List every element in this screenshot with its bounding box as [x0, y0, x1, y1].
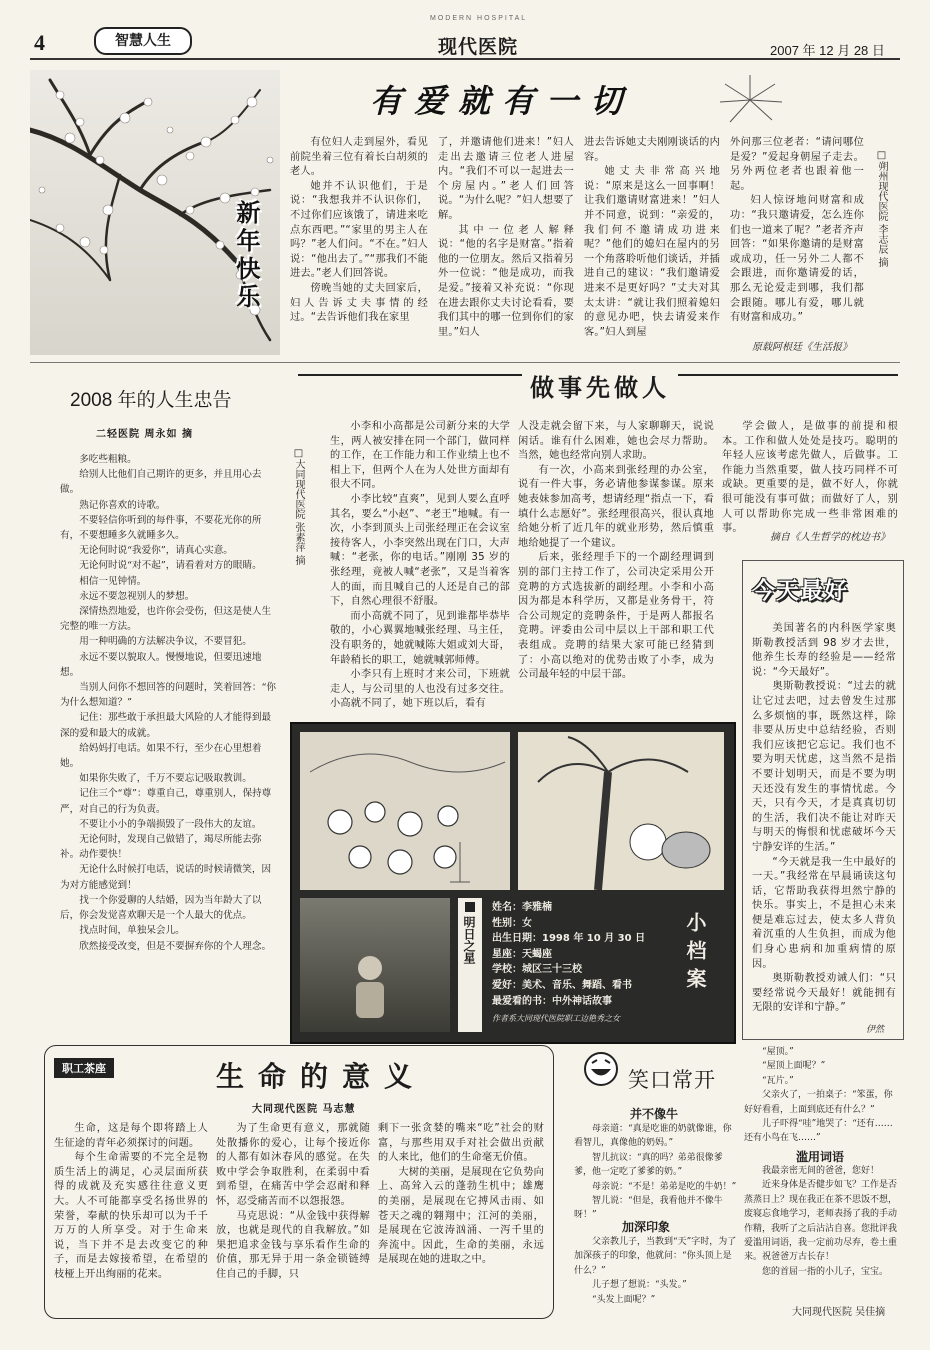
- advice-item: 永远不要以貌取人。慢慢地说，但要迅速地想。: [60, 651, 262, 678]
- advice-item: 欣然接受改变，但是不要摒弃你的个人理念。: [79, 940, 272, 952]
- joke-line: 儿子想了想说：“头发。”: [592, 1280, 687, 1291]
- advice-item: 无论何时说“我爱你”，请真心实意。: [79, 545, 233, 557]
- joke-line: “头发上面呢？”: [592, 1294, 656, 1305]
- paragraph: 后来，张经理手下的一个副经理调到别的部门主持工作了，公司决定采用公开竞聘的方式选拔新的副经理。小李和小高因为都是本科学历，又都是业务骨干，符合公司规定的竞聘条件，于是两人都报名竞聘。评委由公司中层以上干部和职工代表组成。竞聘的结果大家可能已经猜到了：小高以绝对的优势击败了小李，成为公司最年轻的中层干部。: [518, 552, 714, 681]
- jokes-byline: 大同现代医院 吴佳摘: [792, 1307, 886, 1318]
- chick-drawing-icon: [300, 732, 510, 890]
- advice-item: 给妈妈打电话。如果不行，至少在心里想着她。: [60, 742, 262, 770]
- today-author: 伊然: [866, 1025, 885, 1035]
- issue-date: 2007 年 12 月 28 日: [770, 43, 885, 58]
- article-title-today: 今天最好: [752, 577, 848, 604]
- advice-item: 当别人问你不想回答的问题时，笑着回答：“你为什么想知道？”: [60, 682, 276, 709]
- advice-item: 不要让小小的争端损毁了一段伟大的友谊。: [79, 818, 262, 830]
- child-profile-panel: [290, 722, 736, 1044]
- profile-field: 星座：天蝎座: [492, 948, 552, 960]
- profile-field: 性别：女: [492, 917, 532, 929]
- paragraph: 剩下一张贪婪的嘴来“吃”社会的财富，与那些用双手对社会做出贡献的人来比，他们的生命毫无价值。: [378, 1123, 544, 1164]
- byline-marker-icon: □: [876, 150, 887, 161]
- paragraph: 为了生命更有意义，那就随处散播你的爱心，让每个接近你的人都有如沐春风的感觉。在失败中学会争取胜利，在柔弱中看到希望，在痛苦中学会忍耐和释怀，忍受痛苦而不以怨报怨。: [216, 1123, 370, 1207]
- paragraph: 奥斯勒教授说：“过去的就让它过去吧，过去曾发生过那么多烦恼的事，既然这样，除非要从历史中总结经验，否则我们应该把它忘记。我们也不要为明天忧虑，这当然不是指不要计划明天，而是不要为明天还没有发生的事情忧虑。今天，只有今天，才是真真切切的生活，我们决不能让对昨天与明天的悔恨和忧虑破坏今天宁静安详的生活。”: [752, 681, 896, 853]
- paragraph: 每个生命需要的不完全是物质生活上的满足，心灵层面所获得的成就及充实感往往意义更大。人不可能都享受名扬世界的荣誉，奉献的快乐却可以为千千万万的人所享受。对于生命来说，当下并不是去改变它的种子，而是去嫁接希望，在希望的枝桠上开出绚丽的花来。: [54, 1152, 208, 1280]
- advice-byline: 二轻医院 周永如 摘: [96, 429, 193, 440]
- paragraph: 而小高就不同了，见到谁都毕恭毕敬的，小心翼翼地喊张经理、马主任，没有职务的，她就喊陈大姐或刘大哥，年龄稍长的职工，她就喊郭师傅。: [330, 610, 510, 666]
- joke-line: 母亲道：“真是吃谁的奶就像谁，你看智儿，真像他的奶妈。”: [574, 1124, 732, 1149]
- love-col-2: [438, 136, 574, 340]
- divider: [30, 362, 900, 363]
- conduct-byline: [292, 448, 305, 638]
- paragraph: 妇人惊讶地问财富和成功：“我只邀请爱，怎么连你们也一道来了呢？”老者齐声回答：“如果你邀请的是财富或成功，任一另外二人都不会跟进，而你邀请爱的话，那么无论爱走到哪，我们都会跟随。哪儿有爱，哪儿就有财富和成功。”: [730, 195, 864, 324]
- conduct-source: 摘自《人生哲学的枕边书》: [770, 532, 890, 543]
- firework-icon: [690, 70, 810, 130]
- joke-line: 父亲火了，一拍桌子：“笨蛋，你好好看看，上面到底还有什么？”: [744, 1090, 893, 1115]
- advice-item: 深情热烈地爱，也许你会受伤，但这是使人生完整的唯一方法。: [60, 606, 272, 633]
- advice-item: 找一个你爱聊的人结婚，因为当年龄大了以后，你会发觉喜欢聊天是一个人最大的优点。: [60, 894, 262, 922]
- conduct-col-2: [518, 420, 714, 683]
- advice-item: 如果你失败了，千万不要忘记吸取教训。: [79, 773, 252, 785]
- love-col-3: [584, 136, 720, 340]
- joke2-continued: [744, 1045, 900, 1146]
- advice-item: 无论何时，发现自己做错了，竭尽所能去弥补。动作要快！: [60, 834, 262, 861]
- star-label: 明日之星: [462, 916, 476, 964]
- advice-item: 找点时间，单独呆会儿。: [79, 925, 185, 937]
- paragraph: 学会做人，是做事的前提和根本。工作和做人处处是技巧。聪明的年轻人应该考虑先做人，后做事。工作能力当然重要，做人技巧同样不可或缺。更重要的是，做不好人，你就很可能没有事可做；而做好了人，别人可以帮助你完成一些非常困难的事。: [722, 421, 898, 535]
- profile-footer: 作者系大同现代医院职工边艳秀之女: [492, 1014, 620, 1024]
- advice-item: 熟记你喜欢的诗歌。: [79, 499, 166, 511]
- joke3-title: 滥用词语: [796, 1150, 845, 1164]
- tree-drawing-icon: [518, 732, 724, 890]
- paragraph: 有位妇人走到屋外，看见前院坐着三位有着长白胡须的老人。: [290, 137, 428, 178]
- joke-line: 智儿抗议：“真的吗？弟弟很像爹爹，他一定吃了爹爹的奶。”: [574, 1152, 723, 1178]
- masthead-small: MODERN HOSPITAL: [430, 15, 528, 22]
- advice-item: 多吃些粗粮。: [79, 454, 137, 465]
- paragraph: 小李和小高都是公司新分来的大学生，两人被安排在同一个部门，做同样的工作，在工作能力和工作业绩上也不相上下，但两个人在为人处世方面却有很大不同。: [330, 421, 510, 491]
- advice-item: 给别人比他们自己期许的更多，并且用心去做。: [60, 469, 262, 496]
- joke-line: 我最亲密无间的爸爸，您好！: [762, 1166, 880, 1176]
- paragraph: 美国著名的内科医学家奥斯勒教授活到 98 岁才去世，他养生长寿的经验是——经常说：“今天最好”。: [752, 623, 896, 678]
- joke-line: 近来身体是否健步如飞？工作是否蒸蒸日上？现在我正在茶不思饭不想，废寝忘食地学习，老师表扬了我的手动作精，我听了之后沾沾自喜。您批评我爱滥用词语，我一定前功尽弃，卷土重来。祝爸爸万古长存！: [744, 1180, 898, 1263]
- child-photo: [300, 898, 450, 1032]
- paragraph: 大树的美丽，是展现在它负势向上、高耸入云的蓬勃生机中；雄鹰的美丽，是展现在它搏风击雨、如苍天之魂的翱翔中；江河的美丽，是展现在它波涛汹涌、一泻千里的奔流中。因此，生命的美丽，永远是展现在她的进取之中。: [378, 1166, 544, 1266]
- paragraph: 小李比较“直爽”，见到人要么直呼其名，要么“小赵”、“老王”地喊。有一次，小李到顶头上司张经理正在会议室接待客人，小李突然出现在门口，大声喊：“老张，你的电话。”刚刚 35 岁的张经理，竟被人喊“老张”，又是当着客人的面，而且喊自己的人还是自己的部下，自然心理很不舒服。: [330, 493, 510, 608]
- advice-item: 不要轻信你听到的每件事，不要花光你的所有，不要想睡多久就睡多久。: [60, 514, 262, 542]
- love-col-1: [290, 136, 428, 326]
- joke2-body: [574, 1235, 738, 1307]
- love-col-4: [730, 136, 864, 326]
- star-marker-icon: [465, 902, 475, 912]
- section-badge: [94, 27, 192, 55]
- conduct-col-3: [722, 420, 898, 537]
- love-source: 原载阿根廷《生活报》: [752, 342, 852, 353]
- byline-marker-icon: □: [293, 448, 304, 459]
- paragraph: 奥斯勒教授劝诫人们：“只要经常说今天最好！就能拥有无限的安详和宁静。”: [752, 973, 896, 1014]
- paragraph: “今天就是我一生中最好的一天。”我经常在早晨诵读这句话，它帮助我获得坦然宁静的快乐。事实上，不是担心未来便是难忘过去，使太多人背负着沉重的人生负担，而成为他们身心患病和加重病情的原因。: [752, 856, 896, 970]
- paragraph: 她并不认识他们，于是说：“我想我并不认识你们，不过你们应该饿了，请进来吃点东西吧。”“家里的男主人在吗？”老人们问。“不在。”妇人说：“他出去了。”“那我们不能进去。”老人们回答说。: [290, 180, 428, 280]
- profile-field: 爱好：美术、音乐、舞蹈、看书: [492, 979, 632, 991]
- byline-text: 朔州现代医院 李志辰 摘: [876, 161, 887, 268]
- joke-line: 儿子吓得“哇”地哭了：“还有……还有小鸟在飞……”: [744, 1119, 893, 1144]
- advice-item: 无论什么时候打电话，说话的时候请微笑，因为对方能感觉到！: [60, 864, 272, 891]
- conduct-col-1: [330, 420, 510, 712]
- meaning-col-1: [54, 1122, 208, 1283]
- meaning-byline: 大同现代医院 马志慧: [252, 1104, 356, 1115]
- paragraph: 小李只有上班时才来公司，下班就走人，与公司里的人也没有过多交往。小高就不同了，她下班以后，看有: [330, 669, 510, 710]
- joke-line: 智儿说：“但是，我看他并不像牛呀！”: [574, 1196, 723, 1221]
- advice-item: 用一种明确的方法解决争议，不要冒犯。: [79, 636, 252, 648]
- new-year-greeting: 新年快乐: [232, 200, 261, 312]
- profile-title: 小档案: [683, 912, 707, 996]
- joke1-body: [574, 1122, 738, 1223]
- profile-field: 出生日期：1998 年 10 月 30 日: [492, 933, 646, 945]
- meaning-col-2: [216, 1122, 370, 1283]
- paragraph: 人没走就会留下来，与人家聊聊天，说说闲话。谁有什么困难，她也会尽力帮助。当然，她也经常向别人求助。: [518, 421, 714, 462]
- meaning-col-3: [378, 1122, 544, 1268]
- article-title-conduct: 做事先做人: [522, 368, 678, 403]
- joke-line: “屋顶上面呢？”: [762, 1061, 826, 1072]
- section-tag: [54, 1058, 114, 1078]
- advice-item: 记住三个“尊”：尊重自己，尊重别人，保持尊严，对自己的行为负责。: [60, 788, 272, 815]
- advice-body: [60, 452, 280, 954]
- profile-field: 学校：城区三十三校: [492, 964, 582, 976]
- crayon-drawing-chicks: [300, 732, 510, 890]
- joke-line: 您的首屈一指的小儿子，宝宝。: [762, 1266, 889, 1277]
- byline-text: 大同现代医院 张素萍 摘: [293, 459, 304, 566]
- today-body: [752, 622, 896, 1016]
- joke3-body: [744, 1164, 900, 1279]
- star-label-box: [458, 898, 482, 1032]
- paragraph: 马克思说：“从金钱中获得解放，也就是现代的自我解放。”如果把追求金钱与享乐看作生命的价值，那无异于用一条金锁链缚住自己的手脚，只: [216, 1210, 370, 1280]
- article-title-advice: 2008 年的人生忠告: [70, 390, 232, 411]
- joke-line: “瓦片。”: [762, 1075, 794, 1086]
- joke-line: 父亲教儿子，当教到“天”字时，为了加深孩子的印象，他就问：“你头顶上是什么？”: [574, 1237, 737, 1276]
- paragraph: 其中一位老人解释说：“他的名字是财富。”指着他的一位朋友。然后又指着另外一位说：“他是成功，而我是爱。”接着又补充说：“你现在进去跟你丈夫讨论看看，要我们其中的哪一位到你们的家里。”妇人: [438, 224, 574, 338]
- article-title-love: 有爱就有一切: [370, 82, 635, 120]
- joke-line: “屋顶。”: [762, 1047, 794, 1057]
- profile-field: 姓名：李雅楠: [492, 902, 552, 913]
- paragraph: 生命，这是每个即将踏上人生征途的青年必须探讨的问题。: [54, 1123, 208, 1149]
- laughing-face-icon: [582, 1050, 620, 1092]
- advice-item: 记住：那些敢于承担最大风险的人才能得到最深的爱和最大的成就。: [60, 712, 272, 739]
- joke-line: 母亲说：“不是！弟弟是吃的牛奶！”: [592, 1181, 737, 1192]
- section-tag-label: 职工茶座: [62, 1062, 106, 1075]
- advice-item: 永远不要忽视别人的梦想。: [79, 590, 195, 602]
- masthead: 现代医院: [438, 36, 519, 58]
- paragraph: 她丈夫非常高兴地说：“原来是这么一回事啊！让我们邀请财富进来！”妇人并不同意，说到：“亲爱的，我们何不邀请成功进来呢？”他们的媳妇在屋内的另一个角落聆听他们谈话，并插进自己的建议：“我们邀请爱进来不是更好吗？”丈夫对其太太讲：“就让我们照着媳妇的意见办吧，快去请爱来作客。”妇人到屋: [584, 166, 720, 338]
- advice-item: 无论何时说“对不起”，请看着对方的眼睛。: [79, 560, 262, 572]
- paragraph: 有一次，小高来到张经理的办公室，说有一件大事，务必请他参谋参谋。原来她表妹参加高考，想请经理“指点一下，看填什么志愿好”。张经理很高兴，很认真地给她分析了近几年的就业形势，然后慎重地给她提了一个建议。: [518, 464, 714, 549]
- firework-decoration: [690, 70, 810, 130]
- laughing-face-drawing: [582, 1050, 620, 1088]
- paragraph: 傍晚当她的丈夫回家后，妇人告诉丈夫事情的经过。“去告诉他们我在家里: [290, 282, 428, 324]
- section-label: 智慧人生: [115, 33, 171, 49]
- article-title-jokes: 笑口常开: [628, 1068, 716, 1092]
- advice-item: 相信一见钟情。: [79, 575, 147, 587]
- header-rule: [30, 58, 900, 60]
- love-byline: [875, 150, 888, 350]
- joke1-title: 并不像牛: [630, 1107, 679, 1121]
- joke2-title: 加深印象: [622, 1220, 671, 1234]
- profile-field: 最爱看的书：中外神话故事: [492, 995, 612, 1007]
- paragraph: 进去告诉她丈夫刚刚谈话的内容。: [584, 137, 720, 163]
- paragraph: 了，并邀请他们进来！”妇人走出去邀请三位老人进屋内。“我们不可以一起进去一个房屋内。”老人们回答说。“为什么呢？”妇人想要了解。: [438, 137, 574, 221]
- article-title-meaning: 生命的意义: [216, 1060, 427, 1093]
- page-number: 4: [34, 30, 45, 55]
- child-figure-icon: [300, 898, 450, 1032]
- crayon-drawing-coconut-tree: [518, 732, 724, 890]
- paragraph: 外问那三位老者：“请问哪位是爱？”爱起身朝屋子走去。另外两位老者也跟着他一起。: [730, 137, 864, 192]
